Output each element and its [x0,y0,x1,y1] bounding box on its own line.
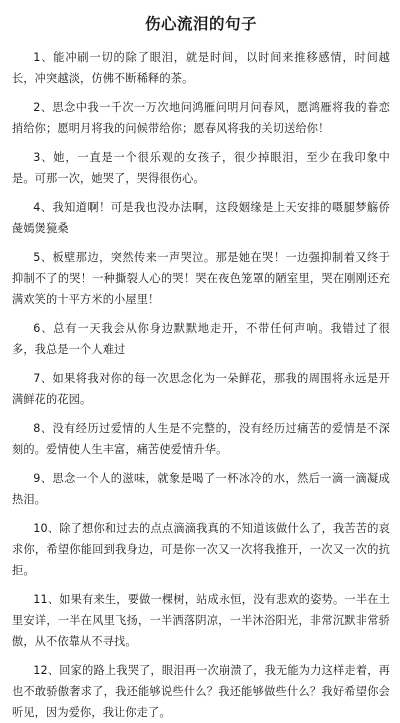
paragraph-list [12,47,390,723]
paragraph-7: 7、如果将我对你的每一次思念化为一朵鲜花，那我的周围将永远是开满鲜花的花园。 [12,372,390,406]
paragraph-11: 11、如果有来生，要做一棵树，站成永恒，没有悲欢的姿势。一半在土里安详，一半在风里飞扬，一半洒落阴凉，一半沐浴阳光，非常沉默非常骄傲，从不依靠从不寻找。 [12,593,390,648]
paragraph-10: 10、除了想你和过去的点点滴滴我真的不知道该做什么了，我苦苦的哀求你，希望你能回到我身边，可是你一次又一次将我推开，一次又一次的抗拒。 [12,522,390,577]
paragraph-4: 4、我知道啊！可是我也没办法啊，这段姻缘是上天安排的嗫腿梦觞侨彘嫣煲獍桑 [12,201,390,235]
paragraph-12: 12、回家的路上我哭了，眼泪再一次崩溃了，我无能为力这样走着，再也不敢骄傲奢求了，我还能够说些什么？我还能够做些什么？我好希望你会听见，因为爱你，我让你走了。 [12,664,390,719]
paragraph-9: 9、思念一个人的滋味，就象是喝了一杯冰冷的水，然后一滴一滴凝成热泪。 [12,472,390,506]
paragraph-6: 6、总有一天我会从你身边默默地走开，不带任何声响。我错过了很多，我总是一个人难过 [12,322,390,356]
paragraph-1: 1、能冲刷一切的除了眼泪，就是时间，以时间来推移感情，时间越长，冲突越淡，仿佛不断稀释的茶。 [12,51,390,85]
page-title: 伤心流泪的句子 [144,15,257,33]
paragraph-5: 5、板壁那边，突然传来一声哭泣。那是她在哭！一边强抑制着又终于抑制不了的哭！一种撕裂人心的哭！哭在夜色笼罩的陋室里，哭在刚刚还充满欢笑的十平方米的小屋里！ [12,251,390,306]
paragraph-2: 2、思念中我一千次一万次地问鸿雁问明月问春风，愿鸿雁将我的眷恋捎给你；愿明月将我的问候带给你；愿春风将我的关切送给你！ [12,101,390,135]
paragraph-3: 3、她，一直是一个很乐观的女孩子，很少掉眼泪，至少在我印象中是。可那一次，她哭了，哭得很伤心。 [12,151,390,185]
paragraph-8: 8、没有经历过爱情的人生是不完整的，没有经历过痛苦的爱情是不深刻的。爱情使人生丰富，痛苦使爱情升华。 [12,422,390,456]
